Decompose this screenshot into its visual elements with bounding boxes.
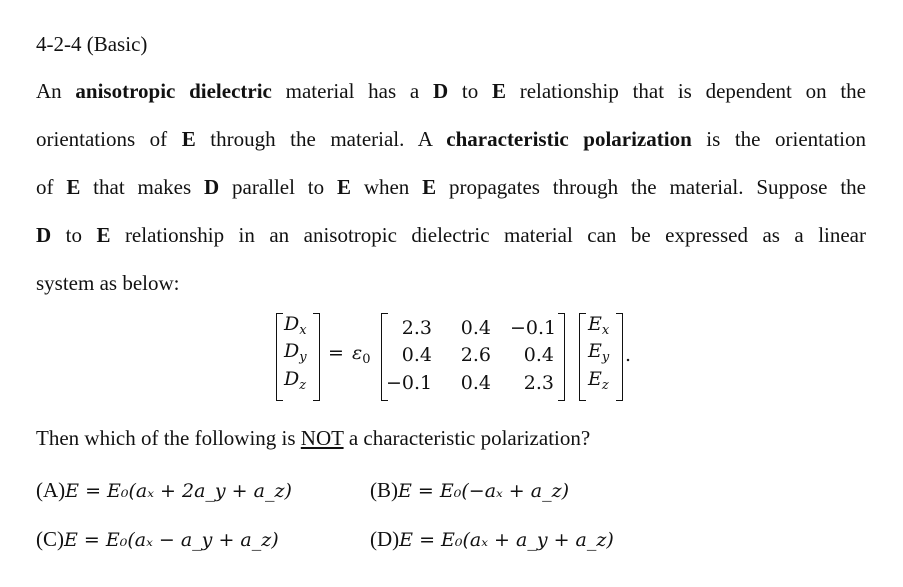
paragraph-line-3: of E that makes D parallel to E when E propagates through the material. Suppose the: [36, 175, 866, 199]
matrix-cell: −0.1: [510, 317, 557, 339]
equation-period: .: [625, 344, 632, 366]
rhs-left-bracket: [579, 313, 586, 401]
rhs-ez: $E_z$: [588, 368, 609, 393]
question-text: Then which of the following is NOT a characteristic polarization?: [36, 426, 591, 450]
epsilon-zero: $\varepsilon_0$: [352, 342, 371, 367]
matrix-cell: −0.1: [386, 372, 433, 394]
paragraph-line-1: An anisotropic dielectric material has a D to E relationship that is dependent on the: [36, 79, 866, 103]
rhs-ey: $E_y$: [588, 340, 610, 365]
matrix-cell: 0.4: [460, 317, 491, 339]
lhs-dz: $D_z$: [284, 368, 307, 393]
lhs-right-bracket: [313, 313, 320, 401]
matrix-cell: 2.6: [460, 344, 491, 366]
option-d: (D)E = E₀(aₓ + a_y + a_z): [370, 527, 614, 551]
equals-sign: =: [328, 342, 344, 364]
matrix-cell: 0.4: [523, 344, 554, 366]
paragraph-line-4: D to E relationship in an anisotropic dielectric material can be expressed as a linear: [36, 223, 866, 247]
option-a: (A)E = E₀(aₓ + 2a_y + a_z): [36, 478, 292, 502]
problem-heading: 4-2-4 (Basic): [36, 32, 148, 56]
not-emphasis: NOT: [300, 426, 344, 450]
lhs-dx: $D_x$: [284, 313, 307, 338]
paragraph-line-5: system as below:: [36, 271, 180, 295]
option-b: (B)E = E₀(−aₓ + a_z): [370, 478, 570, 502]
paragraph-line-2: orientations of E through the material. A characteristic polarization is the orientation: [36, 127, 867, 151]
rhs-right-bracket: [616, 313, 623, 401]
matrix-cell: 0.4: [460, 372, 491, 394]
lhs-left-bracket: [276, 313, 283, 401]
lhs-dy: $D_y$: [284, 340, 307, 365]
option-c: (C)E = E₀(aₓ − a_y + a_z): [36, 527, 279, 551]
rhs-ex: $E_x$: [588, 313, 610, 338]
matrix-cell: 0.4: [401, 344, 432, 366]
matrix-cell: 2.3: [523, 372, 554, 394]
matrix-cell: 2.3: [401, 317, 432, 339]
matrix-right-bracket: [558, 313, 565, 401]
